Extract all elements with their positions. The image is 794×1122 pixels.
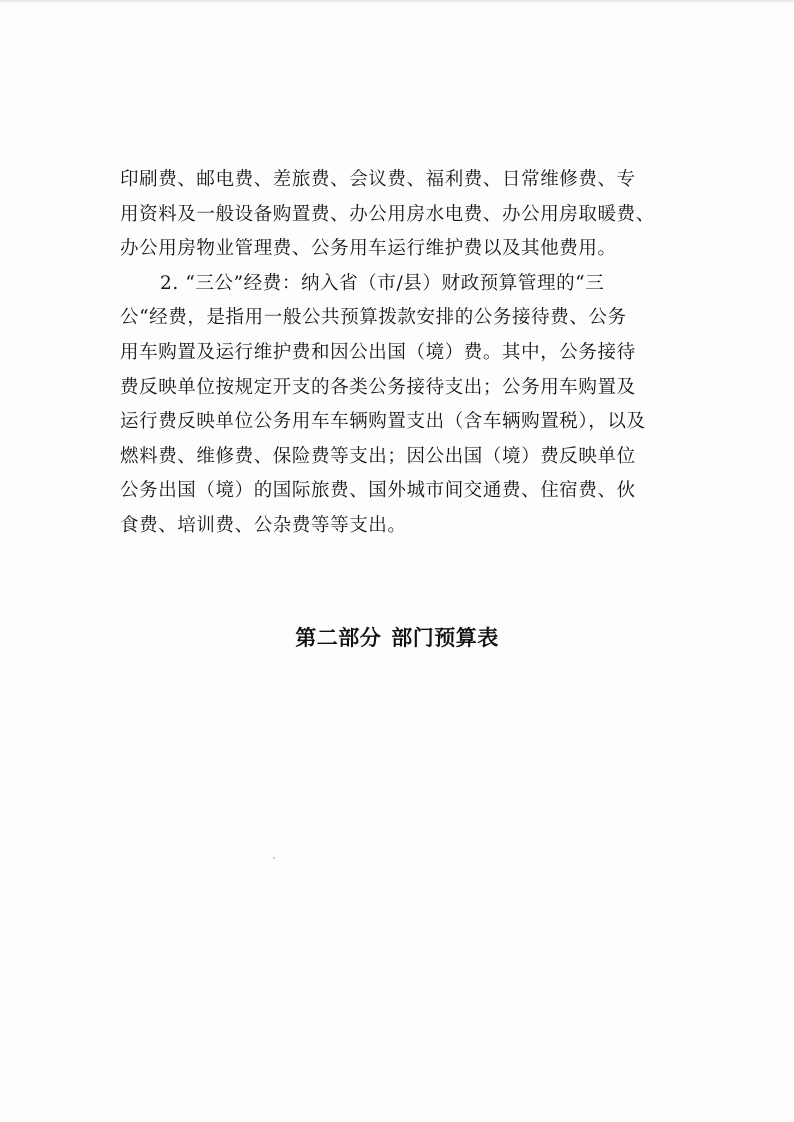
text-line: 费反映单位按规定开支的各类公务接待支出；公务用车购置及: [120, 376, 636, 398]
text-line: 印刷费、邮电费、差旅费、会议费、福利费、日常维修费、专: [120, 169, 636, 190]
body-text: [120, 163, 680, 544]
text-line: 公务出国（境）的国际旅费、国外城市间交通费、住宿费、伙: [120, 480, 636, 502]
scan-speck: [273, 857, 275, 859]
text-line: 用资料及一般设备购置费、办公用房水电费、办公用房取暖费、: [120, 203, 655, 225]
scan-edge: [0, 0, 794, 4]
text-line: 办公用房物业管理费、公务用车运行维护费以及其他费用。: [120, 238, 617, 260]
section-heading: [0, 622, 794, 652]
text-line: 公“经费，是指用一般公共预算拨款安排的公务接待费、公务: [120, 307, 627, 329]
paragraph-expense-list: [120, 163, 680, 267]
text-line: 运行费反映单位公务用车车辆购置支出（含车辆购置税），以及: [120, 411, 646, 433]
text-line: 燃料费、维修费、保险费等支出；因公出国（境）费反映单位: [120, 445, 636, 467]
section-title: 部门预算表: [391, 626, 499, 650]
paragraph-three-public-expenses: [120, 267, 680, 544]
section-part-label: 第二部分: [295, 626, 382, 650]
text-line: 用车购置及运行维护费和因公出国（境）费。其中，公务接待: [120, 341, 636, 363]
text-line-first: 2. “三公”经费：纳入省（市/县）财政预算管理的“三: [160, 272, 605, 294]
text-line: 食费、培训费、公杂费等等支出。: [120, 514, 407, 536]
